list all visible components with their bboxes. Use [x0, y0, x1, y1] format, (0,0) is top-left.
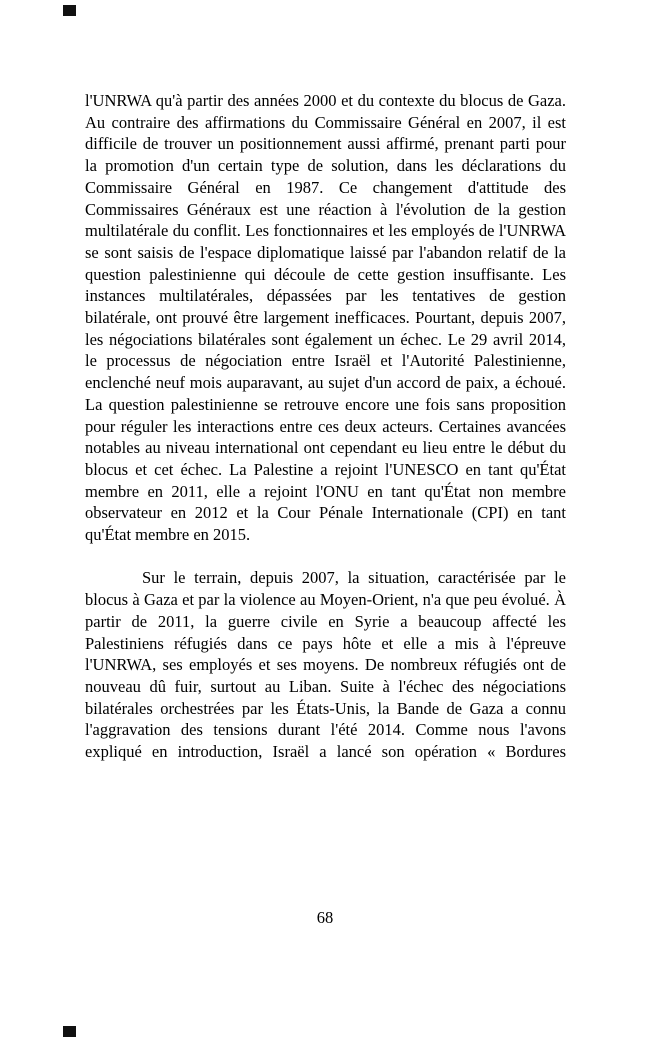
paragraph-continuation: l'UNRWA qu'à partir des années 2000 et du contexte du blocus de Gaza. Au contraire des affirmations du Commissaire Général en 2007, il est difficile de trouver un positionnement aussi affirmé, prenant parti pour la promotion d'un certain type de solution, dans les déclarations du Commissaire Général en 1987. Ce changement d'attitude des Commissaires Généraux est une réaction à l'évolution de la gestion multilatérale du conflit. Les fonctionnaires et les employés de l'UNRWA se sont saisis de l'espace diplomatique laissé par l'abandon relatif de la question palestinienne qui découle de cette gestion insuffisante. Les instances multilatérales, dépassées par les tentatives de gestion bilatérale, ont prouvé être largement inefficaces. Pourtant, depuis 2007, les négociations bilatérales sont également un échec. Le 29 avril 2014, le processus de négociation entre Israël et l'Autorité Palestinienne, enclenché neuf mois auparavant, au sujet d'un accord de paix, a échoué. La question palestinienne se retrouve encore une fois sans proposition pour réguler les interactions entre ces deux acteurs. Certaines avancées notables au niveau international ont cependant eu lieu entre le début du blocus et cet échec. La Palestine a rejoint l'UNESCO en tant qu'État membre en 2011, elle a rejoint l'ONU en tant qu'État non membre observateur en 2012 et la Cour Pénale Internationale (CPI) en tant qu'État membre en 2015.	[85, 91, 566, 545]
paragraph-sur-le-terrain: Sur le terrain, depuis 2007, la situation, caractérisée par le blocus à Gaza et par la violence au Moyen-Orient, n'a que peu évolué. À partir de 2011, la guerre civile en Syrie a beaucoup affecté les Palestiniens réfugiés dans ce pays hôte et elle a mis à l'épreuve l'UNRWA, ses employés et ses moyens. De nombreux réfugiés ont de nouveau dû fuir, surtout au Liban. Suite à l'échec des négociations bilatérales orchestrées par les États-Unis, la Bande de Gaza a connu l'aggravation des tensions durant l'été 2014. Comme nous l'avons expliqué en introduction, Israël a lancé son opération « Bordures	[85, 568, 566, 762]
page-number: 68	[316, 908, 334, 927]
scan-artifact-top	[63, 5, 76, 16]
body-text	[85, 90, 566, 763]
scan-artifact-bottom	[63, 1026, 76, 1037]
